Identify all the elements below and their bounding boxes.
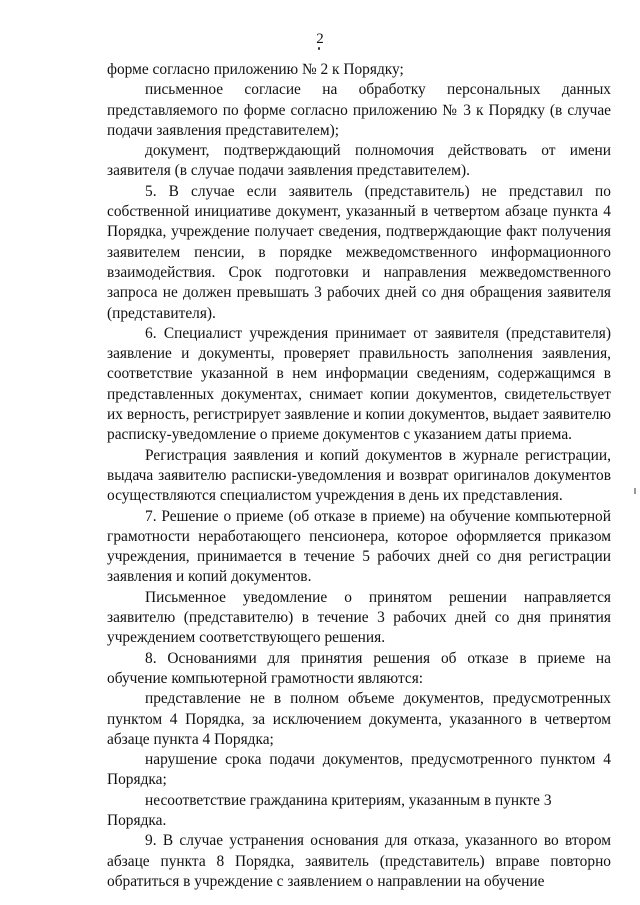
paragraph-item-8: 8. Основаниями для принятия решения об отказе в приеме на обучение компьютерной грамотности являются:	[107, 649, 611, 687]
scan-speck	[318, 47, 320, 50]
paragraph-deadline-violation: нарушение срока подачи документов, предусмотренного пунктом 4 Порядка;	[107, 751, 611, 789]
paragraph-written-notice: Письменное уведомление о принятом решении направляется заявителю (представителю) в течение 3 рабочих дней со дня принятия учреждением соответствующего решения.	[107, 588, 611, 647]
paragraph-item-5: 5. В случае если заявитель (представитель) не представил по собственной инициативе документ, указанный в четвертом абзаце пункта 4 Порядка, учреждение получает сведения, подтверждающие факт получения заявителем пенсии, в порядке межведомственного информационного взаимодействия. Срок подготовки и направления межведомственного запроса не должен превышать 3 рабочих дней со дня обращения заявителя (представителя).	[107, 182, 611, 322]
paragraph-item-6: 6. Специалист учреждения принимает от заявителя (представителя) заявление и документы, проверяет правильность заполнения заявления, соответствие указанной в нем информации сведениям, содержащимся в представленных документах, снимает копии документов, свидетельствует их верность, регистрирует заявление и копии документов, выдает заявителю расписку-уведомление о приеме документов с указанием даты приема.	[107, 324, 611, 444]
paragraph-item-7: 7. Решение о приеме (об отказе в приеме) на обучение компьютерной грамотности неработающего пенсионера, которое оформляется приказом учреждения, принимается в течение 5 рабочих дней со дня регистрации заявления и копий документов.	[107, 507, 611, 586]
paragraph-authority-document: документ, подтверждающий полномочия действовать от имени заявителя (в случае подачи заявления представителем).	[107, 142, 611, 180]
paragraph-incomplete-documents: представление не в полном объеме документов, предусмотренных пунктом 4 Порядка, за исключением документа, указанного в четвертом абзаце пункта 4 Порядка;	[107, 690, 611, 748]
scan-edge-mark	[634, 488, 636, 494]
paragraph-form-appendix-2: форме согласно приложению № 2 к Порядку;	[107, 61, 404, 78]
paragraph-item-9: 9. В случае устранения основания для отказа, указанного во втором абзаце пункта 8 Порядка, заявитель (представитель) вправе повторно обратиться в учреждение с заявлением о направлении на обучение	[107, 832, 611, 890]
page-number: 2	[316, 31, 324, 47]
document-body	[107, 60, 611, 892]
paragraph-registration: Регистрация заявления и копий документов в журнале регистрации, выдача заявителю расписки-уведомления и возврат оригиналов документов осуществляются специалистом учреждения в день их представления.	[107, 446, 611, 505]
paragraph-criteria-mismatch: несоответствие гражданина критериям, указанным в пункте 3 Порядка.	[107, 791, 552, 829]
paragraph-consent-personal-data: письменное согласие на обработку персональных данных представляемого по форме согласно приложению № 3 к Порядку (в случае подачи заявления представителем);	[107, 81, 611, 139]
